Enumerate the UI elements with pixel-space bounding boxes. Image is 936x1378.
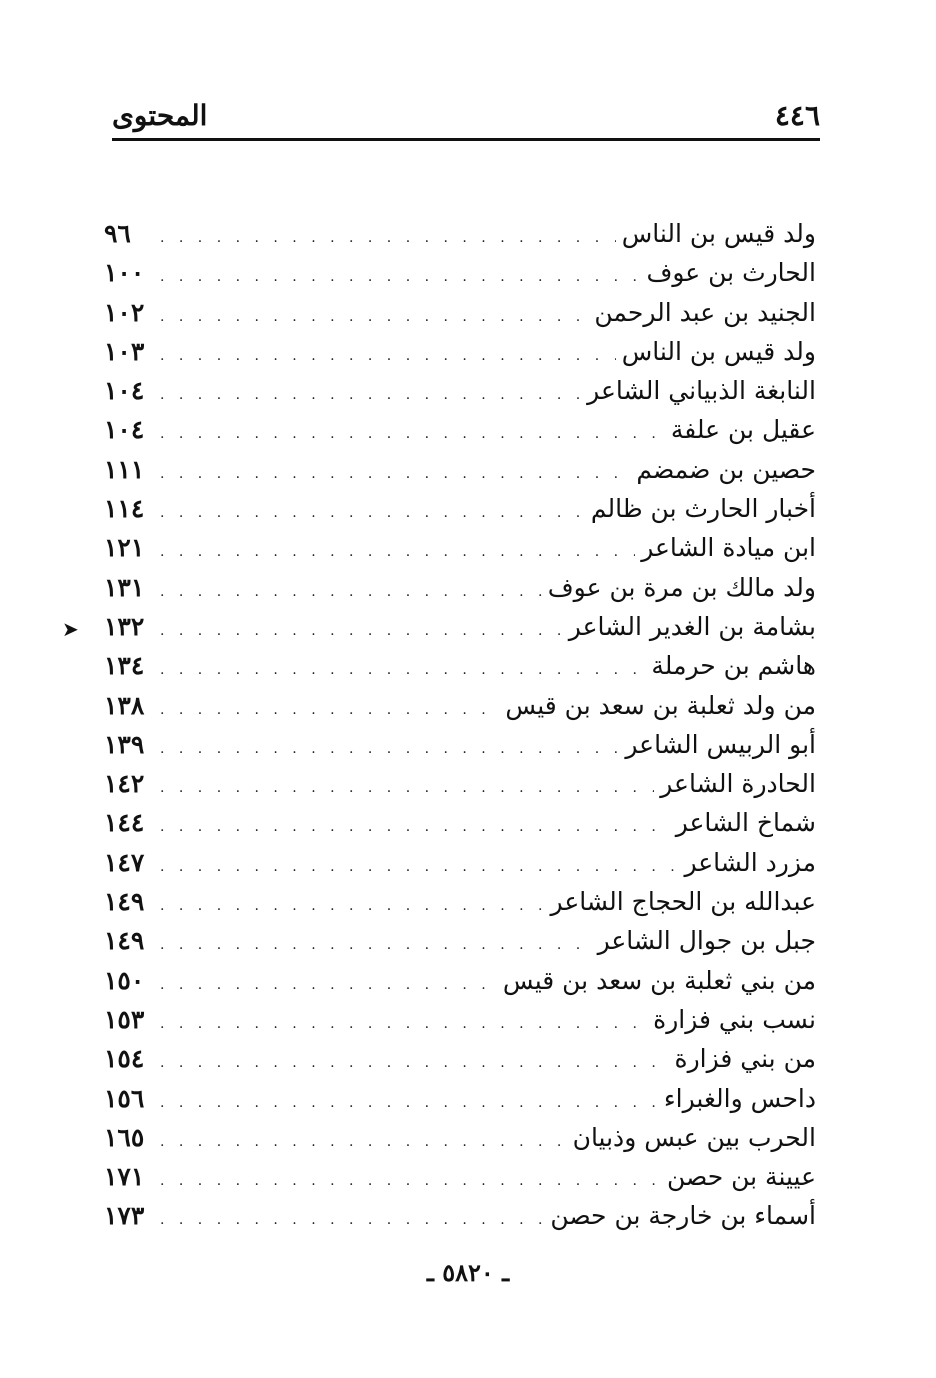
dot-leader: [150, 533, 635, 572]
toc-entry: [104, 843, 816, 882]
dot-leader: [150, 966, 497, 1005]
toc-entry-page: ١٠٤: [104, 415, 145, 445]
toc-entry: [104, 1000, 816, 1039]
toc-entry-page: ١٠٤: [104, 376, 145, 406]
toc-entry-page: ١٤٢: [104, 769, 145, 799]
toc-entry: [104, 253, 816, 292]
toc-entry: [104, 1118, 816, 1157]
toc-entry-title: بشامة بن الغدير الشاعر: [568, 611, 816, 641]
toc-entry: [104, 686, 816, 725]
dot-leader: [150, 1162, 661, 1201]
toc-entry-page: ١٣٨: [104, 690, 145, 720]
toc-entry-title: الحرب بين عبس وذبيان: [572, 1122, 816, 1152]
toc-entry-page: ١٥٣: [104, 1004, 145, 1034]
toc-entry-page: ٩٦: [104, 219, 131, 248]
toc-entry: [104, 1039, 816, 1078]
toc-entry-page: ١٣٢: [104, 611, 145, 641]
toc-entry-page: ١٣٤: [104, 651, 145, 681]
toc-entry-title: من بني فزارة: [674, 1044, 816, 1074]
dot-leader: [150, 926, 592, 965]
toc-entry-title: ولد قيس بن الناس: [621, 219, 816, 248]
toc-entry: [104, 489, 816, 528]
dot-leader: [150, 1044, 668, 1083]
dot-leader: [150, 376, 581, 415]
toc-entry: [104, 528, 816, 567]
toc-entry-title: الحادرة الشاعر: [660, 769, 816, 799]
toc-entry-page: ١٠٣: [104, 336, 145, 366]
toc-entry-title: من ولد ثعلبة بن سعد بن قيس: [505, 690, 816, 720]
toc-entry: [104, 646, 816, 685]
toc-entry-page: ١٢١: [104, 533, 145, 563]
toc-entry-title: داحس والغبراء: [663, 1083, 816, 1113]
toc-entry-title: حصين بن ضمضم: [636, 454, 816, 484]
toc-entry: [104, 961, 816, 1000]
dot-leader: [150, 612, 563, 651]
toc-entry: [104, 214, 816, 253]
toc-entry-title: جبل بن جوال الشاعر: [597, 926, 816, 956]
toc-entry: [104, 1157, 816, 1196]
toc-entry: [104, 803, 816, 842]
dot-leader: [150, 808, 670, 847]
toc-entry-page: ١١٤: [104, 494, 145, 524]
dot-leader: [150, 455, 630, 494]
toc-entry-title: أبو الربيس الشاعر: [625, 729, 816, 759]
running-header: [112, 92, 820, 138]
toc-entry-page: ١٣٩: [104, 729, 145, 759]
toc-entry: [104, 450, 816, 489]
dot-leader: [150, 691, 499, 730]
dot-leader: [150, 651, 645, 690]
table-of-contents: [104, 214, 816, 1236]
toc-entry: [104, 293, 816, 332]
dot-leader: [150, 258, 640, 297]
dot-leader: [150, 887, 545, 926]
toc-entry: [104, 725, 816, 764]
dot-leader: [150, 415, 665, 454]
dot-leader: [150, 298, 588, 337]
toc-entry-page: ١٤٧: [104, 847, 145, 877]
dot-leader: [150, 573, 542, 612]
toc-entry-page: ١٧١: [104, 1162, 145, 1192]
toc-entry-page: ١١١: [104, 454, 145, 484]
toc-entry: [104, 607, 816, 646]
toc-entry-page: ١٤٤: [104, 808, 145, 838]
toc-entry-title: ابن ميادة الشاعر: [641, 533, 816, 563]
toc-entry-title: ولد مالك بن مرة بن عوف: [547, 572, 816, 602]
dot-leader: [150, 1084, 658, 1123]
toc-entry-title: عيينة بن حصن: [667, 1162, 816, 1192]
toc-entry-title: عقيل بن علفة: [670, 415, 816, 445]
dot-leader: [150, 1123, 567, 1162]
toc-entry-title: عبدالله بن الحجاج الشاعر: [550, 887, 816, 917]
dot-leader: [150, 219, 616, 258]
dot-leader: [150, 848, 678, 887]
toc-entry: [104, 371, 816, 410]
toc-entry-title: شماخ الشاعر: [675, 808, 816, 838]
toc-entry-title: النابغة الذبياني الشاعر: [587, 376, 816, 406]
toc-entry-page: ١٣١: [104, 572, 145, 602]
dot-leader: [150, 337, 616, 376]
toc-entry-title: من بني ثعلبة بن سعد بن قيس: [502, 965, 816, 995]
header-title: المحتوى: [112, 98, 208, 132]
dot-leader: [150, 1005, 647, 1044]
toc-entry-title: الحارث بن عوف: [646, 258, 816, 288]
dot-leader: [150, 494, 585, 533]
toc-entry-page: ١٧٣: [104, 1201, 145, 1231]
toc-entry-page: ١٥٦: [104, 1083, 145, 1113]
toc-entry: [104, 882, 816, 921]
toc-entry-page: ١٥٠: [104, 965, 145, 995]
margin-arrow-icon: ➤: [62, 617, 79, 641]
toc-entry-title: ولد قيس بن الناس: [621, 336, 816, 366]
toc-entry-page: ١٦٥: [104, 1122, 145, 1152]
toc-entry-page: ١٤٩: [104, 887, 145, 917]
header-rule: [112, 138, 820, 141]
dot-leader: [150, 769, 654, 808]
toc-entry-title: أخبار الحارث بن ظالم: [590, 494, 816, 524]
page-folio: ـ ٥٨٢٠ ـ: [426, 1258, 510, 1287]
toc-entry-page: ١٠٠: [104, 258, 145, 288]
header-page-number: ٤٤٦: [774, 98, 820, 132]
toc-entry-title: هاشم بن حرملة: [651, 651, 816, 681]
dot-leader: [150, 1201, 544, 1240]
toc-entry: [104, 568, 816, 607]
toc-entry-title: الجنيد بن عبد الرحمن: [594, 297, 816, 327]
toc-entry-title: مزرد الشاعر: [684, 847, 816, 877]
toc-entry: [104, 1196, 816, 1235]
toc-entry: [104, 410, 816, 449]
toc-entry-page: ١٤٩: [104, 926, 145, 956]
toc-entry-title: نسب بني فزارة: [653, 1004, 816, 1034]
toc-entry: [104, 921, 816, 960]
toc-entry: [104, 1079, 816, 1118]
toc-entry-page: ١٥٤: [104, 1044, 145, 1074]
toc-entry: [104, 764, 816, 803]
dot-leader: [150, 730, 619, 769]
toc-entry-title: أسماء بن خارجة بن حصن: [550, 1201, 816, 1231]
toc-entry-page: ١٠٢: [104, 297, 145, 327]
toc-entry: [104, 332, 816, 371]
